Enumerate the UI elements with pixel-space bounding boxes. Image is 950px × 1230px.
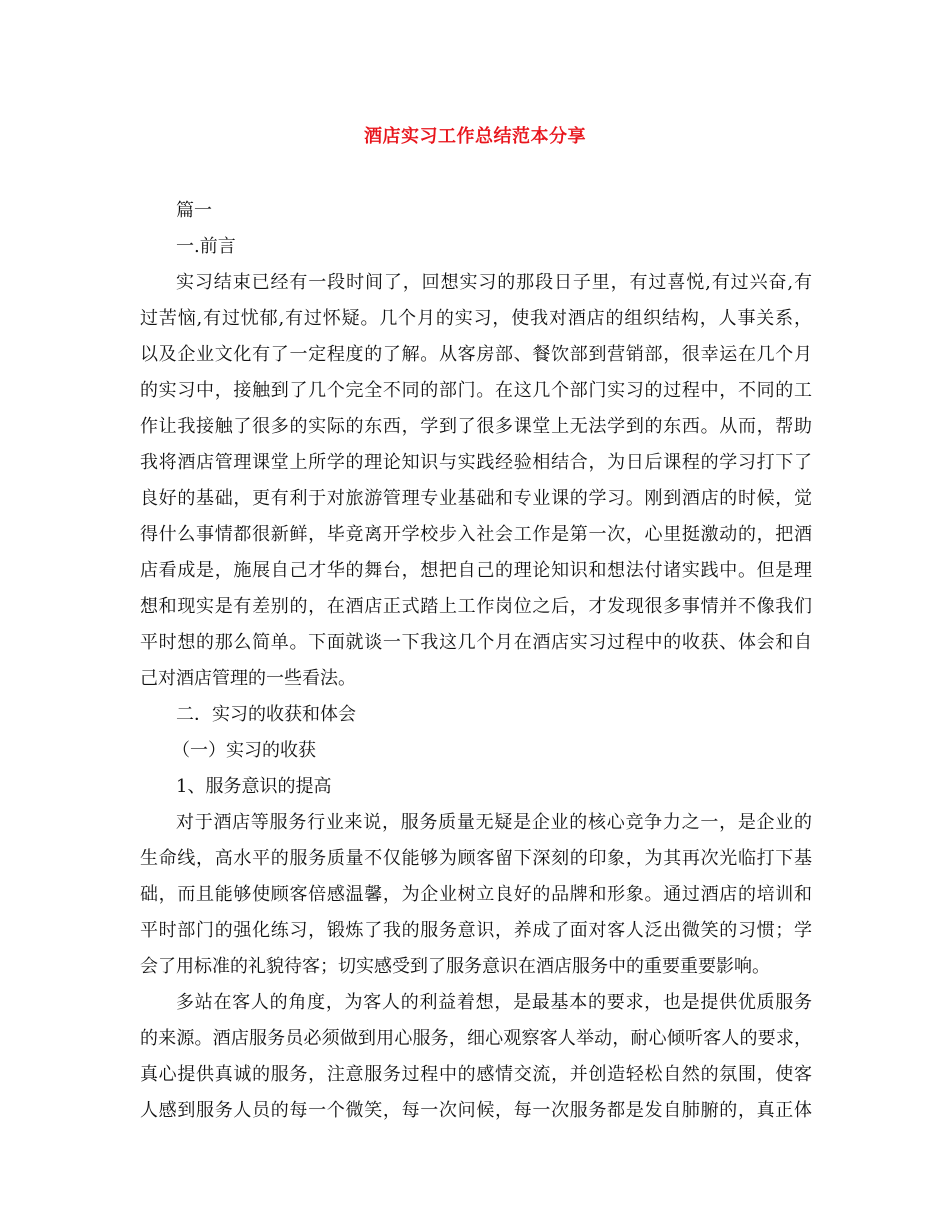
document-title: 酒店实习工作总结范本分享 — [364, 126, 586, 147]
paragraph-line: 的实习中，接触到了几个完全不同的部门。在这几个部门实习的过程中，不同的工 — [140, 380, 812, 401]
paragraph-line: 己对酒店管理的一些看法。 — [140, 668, 356, 689]
paragraph-line: 我将酒店管理课堂上所学的理论知识与实践经验相结合，为日后课程的学习打下了 — [140, 452, 812, 473]
paragraph-line: 过苦恼,有过忧郁,有过怀疑。几个月的实习，使我对酒店的组织结构，人事关系， — [140, 308, 812, 329]
paragraph-line: 一.前言 — [176, 236, 236, 257]
paragraph-line: 作让我接触了很多的实际的东西，学到了很多课堂上无法学到的东西。从而，帮助 — [140, 416, 812, 437]
paragraph-line: 平时想的那么简单。下面就谈一下我这几个月在酒店实习过程中的收获、体会和自 — [140, 632, 812, 653]
paragraph-line: （一）实习的收获 — [172, 740, 316, 761]
paragraph-line: 平时部门的强化练习，锻炼了我的服务意识，养成了面对客人泛出微笑的习惯；学 — [140, 920, 812, 941]
paragraph-line: 多站在客人的角度，为客人的利益着想，是最基本的要求，也是提供优质服务 — [176, 992, 812, 1013]
paragraph-line: 础，而且能够使顾客倍感温馨，为企业树立良好的品牌和形象。通过酒店的培训和 — [140, 884, 812, 905]
paragraph-line: 实习结束已经有一段时间了，回想实习的那段日子里，有过喜悦,有过兴奋,有 — [176, 272, 812, 293]
paragraph-line: 以及企业文化有了一定程度的了解。从客房部、餐饮部到营销部，很幸运在几个月 — [140, 344, 812, 365]
document-body — [140, 193, 812, 1129]
paragraph-line: 得什么事情都很新鲜，毕竟离开学校步入社会工作是第一次，心里挺激动的，把酒 — [140, 524, 812, 545]
paragraph-line: 良好的基础，更有利于对旅游管理专业基础和专业课的学习。刚到酒店的时候，觉 — [140, 488, 812, 509]
paragraph-line: 二．实习的收获和体会 — [176, 704, 356, 725]
paragraph-line: 生命线，高水平的服务质量不仅能够为顾客留下深刻的印象，为其再次光临打下基 — [140, 848, 812, 869]
paragraph-line: 篇一 — [176, 200, 212, 221]
paragraph-line: 人感到服务人员的每一个微笑，每一次问候，每一次服务都是发自肺腑的，真正体 — [140, 1100, 812, 1121]
paragraph-line: 对于酒店等服务行业来说，服务质量无疑是企业的核心竞争力之一，是企业的 — [176, 812, 812, 833]
paragraph-line: 想和现实是有差别的，在酒店正式踏上工作岗位之后，才发现很多事情并不像我们 — [140, 596, 812, 617]
paragraph-line: 店看成是，施展自己才华的舞台，想把自己的理论知识和想法付诸实践中。但是理 — [140, 560, 812, 581]
paragraph-line: 的来源。酒店服务员必须做到用心服务，细心观察客人举动，耐心倾听客人的要求， — [140, 1028, 812, 1049]
paragraph-line: 1、服务意识的提高 — [176, 776, 332, 797]
paragraph-line: 真心提供真诚的服务，注意服务过程中的感情交流，并创造轻松自然的氛围，使客 — [140, 1064, 812, 1085]
paragraph-line: 会了用标准的礼貌待客；切实感受到了服务意识在酒店服务中的重要重要影响。 — [140, 956, 770, 977]
